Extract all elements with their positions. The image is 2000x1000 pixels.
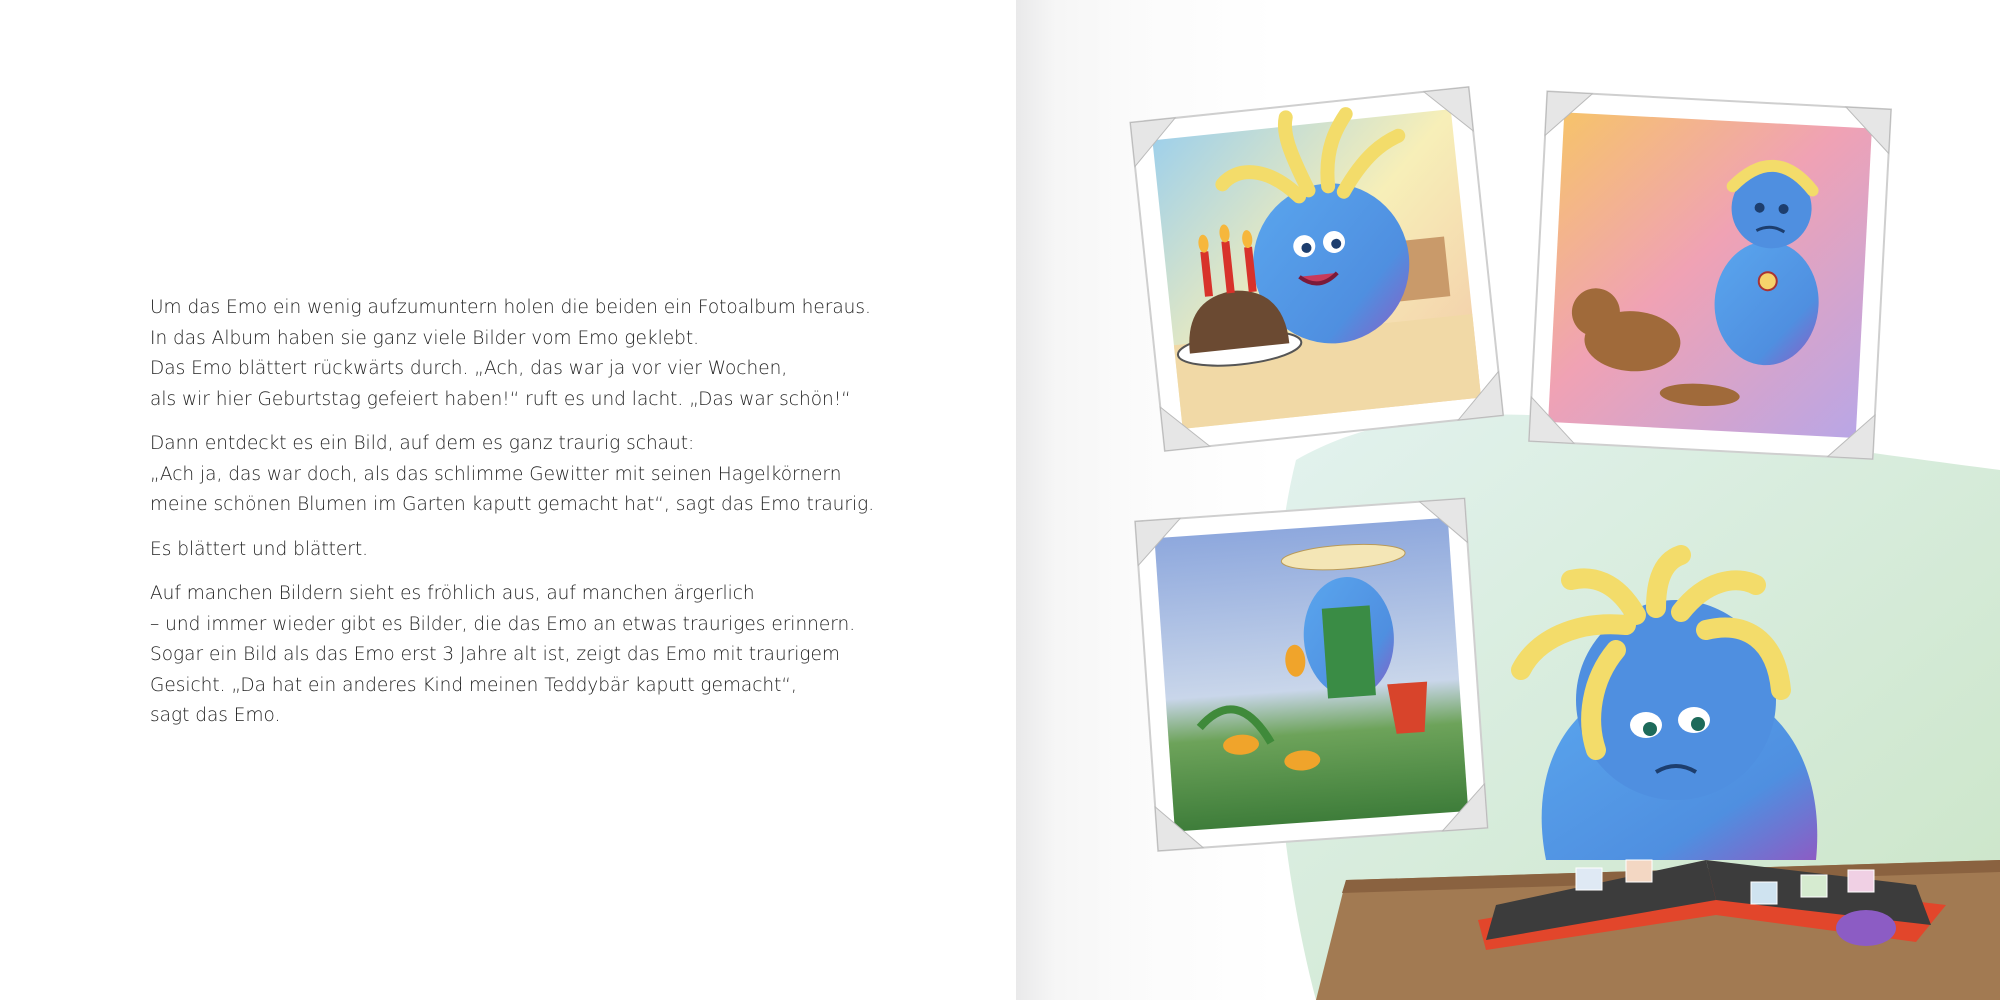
text-line: Das Emo blättert rückwärts durch. „Ach, das war ja vor vier Wochen, xyxy=(150,358,788,379)
paragraph-3 xyxy=(150,535,850,566)
apron-icon xyxy=(1322,605,1376,698)
album-photo-icon xyxy=(1751,882,1777,904)
text-line: meine schönen Blumen im Garten kaputt gemacht hat“, sagt das Emo traurig. xyxy=(150,494,875,515)
album-photo-icon xyxy=(1626,860,1652,882)
paragraph-4 xyxy=(150,579,856,732)
album-photo-icon xyxy=(1801,875,1827,897)
paragraph-1 xyxy=(150,293,871,415)
text-line: sagt das Emo. xyxy=(150,705,281,726)
text-line: Sogar ein Bild als das Emo erst 3 Jahre alt ist, zeigt das Emo mit traurigem xyxy=(150,644,840,665)
text-line: Gesicht. „Da hat ein anderes Kind meinen Teddybär kaputt gemacht“, xyxy=(150,674,797,696)
pupil-icon xyxy=(1643,722,1657,736)
album-photo-icon xyxy=(1576,868,1602,890)
text-line: Auf manchen Bildern sieht es fröhlich aus, auf manchen ärgerlich xyxy=(150,583,755,604)
text-line: als wir hier Geburtstag gefeiert haben!“ ruft es und lacht. „Das war schön!“ xyxy=(150,388,851,410)
text-line: Um das Emo ein wenig aufzumuntern holen die beiden ein Fotoalbum heraus. xyxy=(150,297,871,318)
text-line: In das Album haben sie ganz viele Bilder vom Emo geklebt. xyxy=(150,327,699,349)
story-text xyxy=(150,293,875,746)
emo-hand-icon xyxy=(1836,910,1896,946)
text-line: „Ach ja, das war doch, als das schlimme Gewitter mit seinen Hagelkörnern xyxy=(150,463,842,485)
photo-garden-hail xyxy=(1135,499,1487,851)
right-page-illustration xyxy=(1016,0,2000,1000)
pacifier-icon xyxy=(1758,272,1777,291)
paragraph-2 xyxy=(150,429,875,521)
text-line: Es blättert und blättert. xyxy=(150,538,368,560)
photo-birthday-cake xyxy=(1130,87,1503,451)
illustration-canvas xyxy=(1016,0,2000,1000)
pupil-icon xyxy=(1691,717,1705,731)
photo-broken-teddy xyxy=(1529,91,1891,459)
text-line: Dann entdeckt es ein Bild, auf dem es ganz traurig schaut: xyxy=(150,433,695,454)
album-photo-icon xyxy=(1848,870,1874,892)
text-line: – und immer wieder gibt es Bilder, die das Emo an etwas trauriges erinnern. xyxy=(150,613,856,635)
